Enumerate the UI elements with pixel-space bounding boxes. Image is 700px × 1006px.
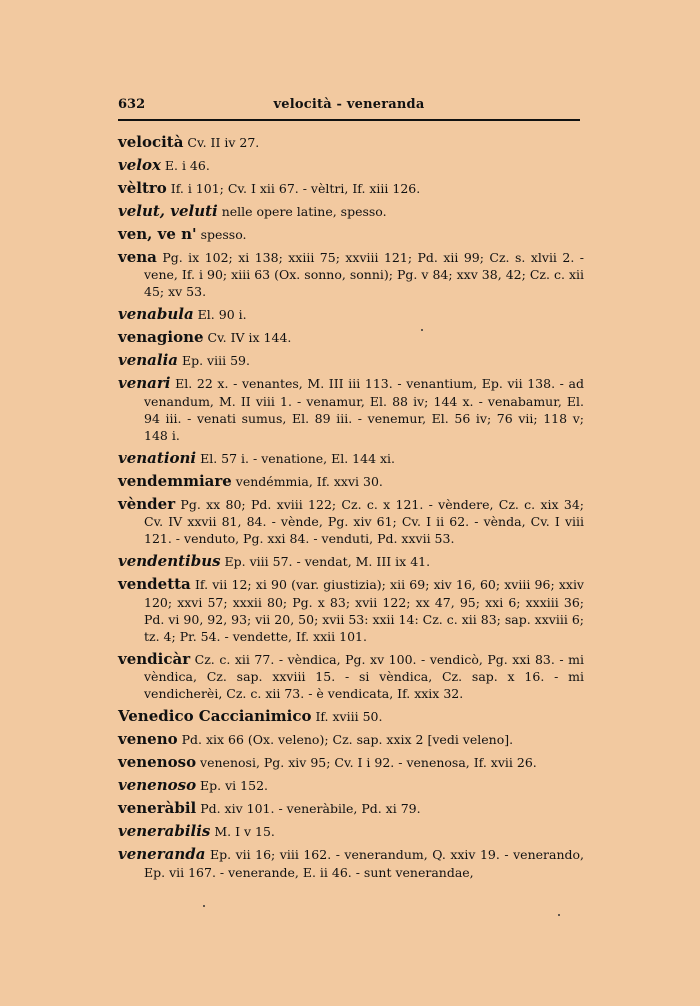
entry-citations: M. I v 15.	[210, 824, 275, 840]
entry-citations: Ep. vii 16; viii 162. - venerandum, Q. xxiv 19. - venerando, Ep. vii 167. - venerande, E. ii 46. - sunt venerandae,	[144, 847, 584, 880]
dictionary-entry	[118, 450, 584, 468]
entry-headword: venari	[118, 374, 171, 393]
entry-citations: Cz. c. xii 77. - vèndica, Pg. xv 100. - vendicò, Pg. xxi 83. - mi vèndica, Cz. sap. xxviii 15. - si vèndica, Cz. sap. x 16. - mi vendicherèi, Cz. c. xii 73. - è vendicata, If. xxix 32.	[144, 652, 584, 702]
entry-headword: veneno	[118, 730, 178, 749]
entry-citations: nelle opere latine, spesso.	[217, 204, 387, 219]
entry-citations: vendémmia, If. xxvi 30.	[231, 474, 383, 490]
dictionary-entry	[118, 553, 584, 571]
entry-headword: velocità	[118, 133, 184, 151]
entry-headword: Venedico Caccianimico	[118, 707, 312, 726]
entry-citations: El. 57 i. - venatione, El. 144 xi.	[196, 451, 396, 467]
entry-citations: If. i 101; Cv. I xii 67. - vèltri, If. xiii 126.	[166, 181, 421, 196]
entry-citations: Pg. xx 80; Pd. xviii 122; Cz. c. x 121. - vèndere, Cz. c. xix 34; Cv. IV xxvii 81, 84. - vènde, Pg. xiv 61; Cv. I ii 62. - vènda, Cv. I viii 121. - venduto, Pg. xxi 84. - venduti, Pd. xxvii 53.	[144, 497, 584, 547]
entry-list	[118, 134, 584, 887]
entry-headword: vendentibus	[118, 552, 221, 571]
entry-citations: Ep. viii 59.	[178, 353, 250, 369]
dictionary-entry	[118, 846, 584, 881]
entry-citations: E. i 46.	[160, 158, 210, 173]
dictionary-entry	[118, 754, 584, 772]
dictionary-entry	[118, 777, 584, 795]
entry-headword: venationi	[118, 449, 197, 468]
paper-speck	[203, 905, 205, 907]
entry-headword: velox	[118, 156, 161, 174]
running-head	[118, 97, 580, 115]
entry-headword: ven, ve n'	[118, 225, 197, 243]
entry-citations: If. vii 12; xi 90 (var. giustizia); xii 69; xiv 16, 60; xviii 96; xxiv 120; xxvi 57; xxxii 80; Pg. x 83; xvii 122; xx 47, 95; xxi 6; xxxiii 36; Pd. vi 90, 92, 93; vii 20, 50; xvii 53: xxii 14: Cz. c. xii 83; sap. xxviii 6; tz. 4; Pr. 54. - vendette, If. xxii 101.	[144, 577, 584, 645]
entry-citations: Ep. viii 57. - vendat, M. III ix 41.	[220, 554, 431, 570]
dictionary-entry	[118, 576, 584, 646]
entry-headword: vena	[118, 248, 157, 266]
dictionary-entry	[118, 352, 584, 370]
entry-citations: spesso.	[196, 227, 247, 242]
entry-citations: El. 22 x. - venantes, M. III iii 113. - venantium, Ep. vii 138. - ad venandum, M. II viii 1. - venamur, El. 88 iv; 144 x. - venabamur, El. 94 iii. - venati sumus, El. 89 iii. - venemur, El. 56 iv; 76 vii; 118 v; 148 i.	[144, 376, 584, 444]
entry-headword: venabula	[118, 305, 194, 324]
entry-citations: venenosi, Pg. xiv 95; Cv. I i 92. - venenosa, If. xvii 26.	[196, 755, 537, 771]
dictionary-entry	[118, 708, 584, 726]
entry-citations: Pd. xix 66 (Ox. veleno); Cz. sap. xxix 2 [vedi veleno].	[177, 732, 514, 748]
entry-headword: velut, veluti	[118, 202, 218, 220]
entry-citations: Pd. xiv 101. - veneràbile, Pd. xi 79.	[196, 801, 421, 817]
entry-headword: venerabilis	[118, 822, 211, 841]
entry-citations: El. 90 i.	[193, 307, 247, 323]
header-rule	[118, 119, 580, 121]
entry-headword: veneranda	[118, 845, 206, 864]
dictionary-entry	[118, 800, 584, 818]
entry-citations: Pg. ix 102; xi 138; xxiii 75; xxviii 121; Pd. xii 99; Cz. s. xlvii 2. - vene, If. i 90; xiii 63 (Ox. sonno, sonni); Pg. v 84; xxv 38, 42; Cz. c. xii 45; xv 53.	[144, 250, 584, 300]
dictionary-entry	[118, 651, 584, 704]
entry-headword: veneràbil	[118, 799, 197, 818]
entry-headword: vendetta	[118, 575, 191, 594]
entry-headword: vènder	[118, 495, 176, 514]
dictionary-entry	[118, 731, 584, 749]
dictionary-entry	[118, 249, 584, 302]
entry-citations: Cv. IV ix 144.	[203, 330, 292, 346]
entry-headword: vèltro	[118, 179, 167, 197]
entry-citations: Cv. II iv 27.	[183, 135, 260, 150]
dictionary-entry	[118, 226, 584, 244]
entry-citations: Ep. vi 152.	[196, 778, 268, 794]
dictionary-entry	[118, 823, 584, 841]
dictionary-entry	[118, 329, 584, 347]
entry-headword: venenoso	[118, 753, 197, 772]
dictionary-entry	[118, 180, 584, 198]
dictionary-entry	[118, 306, 584, 324]
running-title: velocità - veneranda	[273, 97, 425, 112]
dictionary-entry	[118, 473, 584, 491]
entry-citations: If. xviii 50.	[311, 709, 383, 725]
entry-headword: venagione	[118, 328, 204, 347]
dictionary-entry	[118, 375, 584, 445]
entry-headword: vendicàr	[118, 650, 191, 669]
page-number: 632	[118, 97, 146, 112]
dictionary-entry	[118, 157, 584, 175]
entry-headword: venalia	[118, 351, 178, 370]
entry-headword: vendemmiare	[118, 472, 232, 491]
paper-speck	[558, 914, 560, 916]
dictionary-entry	[118, 203, 584, 221]
entry-headword: venenoso	[118, 776, 197, 795]
paper-speck	[421, 329, 423, 331]
dictionary-entry	[118, 134, 584, 152]
dictionary-entry	[118, 496, 584, 549]
